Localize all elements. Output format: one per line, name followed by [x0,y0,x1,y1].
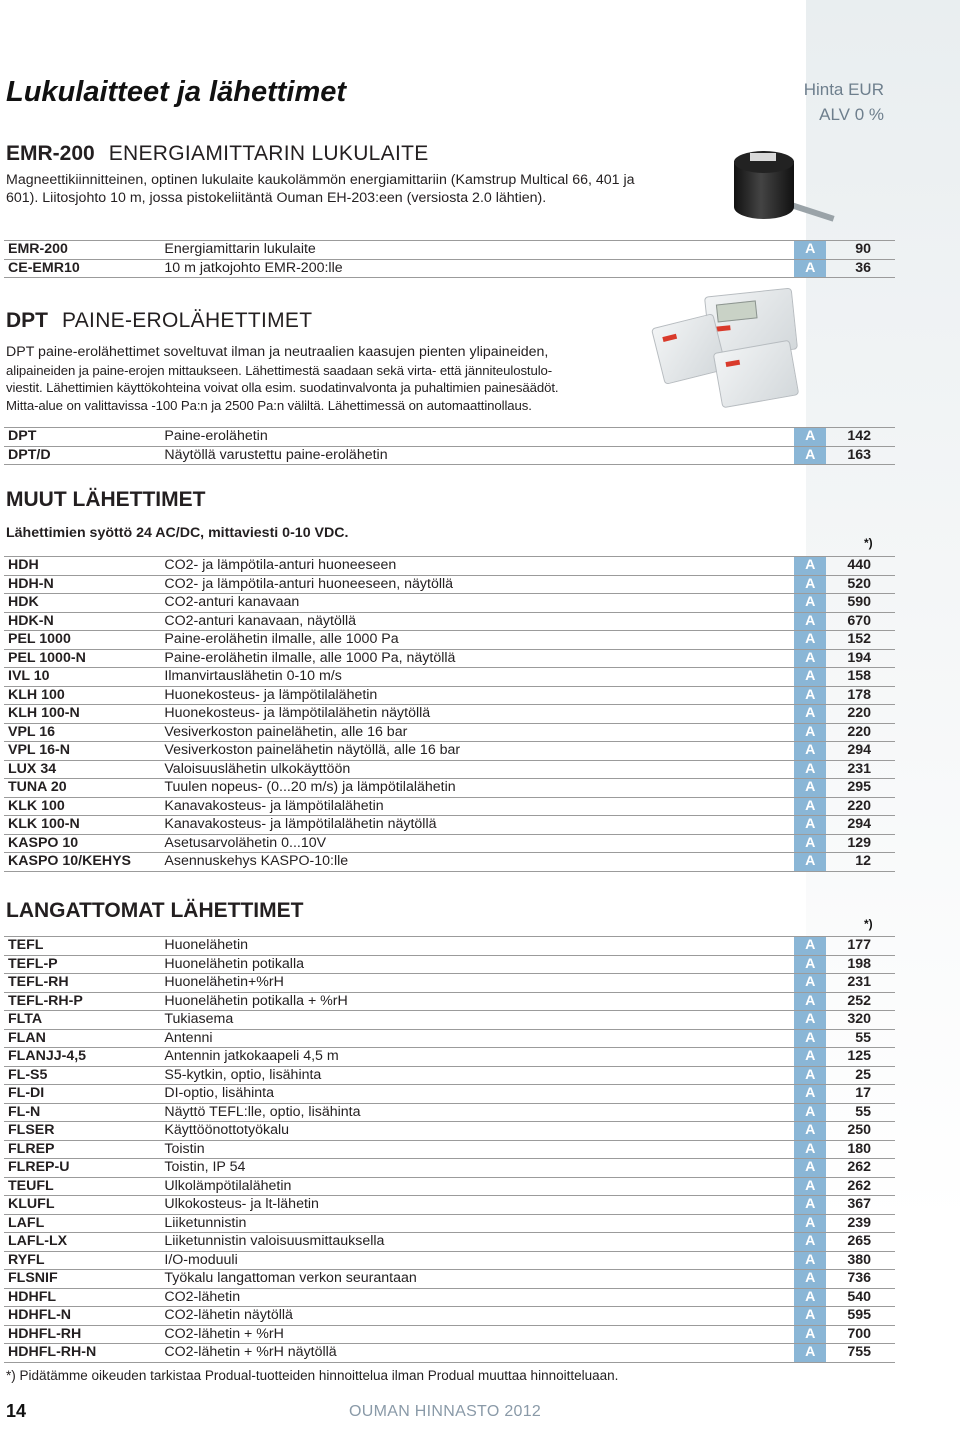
table-row [4,1177,895,1196]
price-class-badge: A [794,1233,826,1252]
price-class-badge: A [794,557,826,576]
langattomat-heading: LANGATTOMAT LÄHETTIMET [6,899,304,922]
brand-footer: OUMAN HINNASTO 2012 [349,1403,542,1420]
product-code: TEFL-RH-P [4,992,160,1011]
product-price: 294 [826,742,895,761]
product-description: Tuulen nopeus- (0...20 m/s) ja lämpötilalähetin [160,779,794,798]
product-price: 152 [826,631,895,650]
vat-label: ALV 0 % [819,105,884,124]
product-price: 178 [826,686,895,705]
table-row [4,723,895,742]
price-class-badge: A [794,816,826,835]
price-class-badge: A [794,1011,826,1030]
price-class-badge: A [794,1251,826,1270]
table-row [4,668,895,687]
product-price: 250 [826,1122,895,1141]
product-code: TEUFL [4,1177,160,1196]
product-price: 180 [826,1140,895,1159]
table-row [4,1048,895,1067]
table-row [4,974,895,993]
product-code: KLUFL [4,1196,160,1215]
table-row [4,955,895,974]
product-price: 158 [826,668,895,687]
price-class-badge: A [794,1344,826,1363]
table-row [4,760,895,779]
product-price: 142 [826,428,895,447]
product-price: 220 [826,797,895,816]
product-price: 25 [826,1066,895,1085]
langattomat-footnote-marker: *) [864,917,873,931]
product-description: Toistin [160,1140,794,1159]
product-code: HDH-N [4,575,160,594]
product-code: TUNA 20 [4,779,160,798]
price-class-badge: A [794,1288,826,1307]
product-description: Liiketunnistin [160,1214,794,1233]
product-price: 294 [826,816,895,835]
product-code: LAFL-LX [4,1233,160,1252]
product-code: HDHFL-N [4,1307,160,1326]
dpt-price-table [4,427,895,465]
langattomat-price-table [4,936,895,1363]
product-code: DPT [4,428,160,447]
product-code: DPT/D [4,446,160,465]
product-description: Huonelähetin potikalla + %rH [160,992,794,1011]
emr-heading-name: ENERGIAMITTARIN LUKULAITE [108,142,429,165]
price-class-badge: A [794,1325,826,1344]
product-code: FLTA [4,1011,160,1030]
product-price: 17 [826,1085,895,1104]
table-row [4,594,895,613]
price-class-badge: A [794,259,826,278]
price-class-badge: A [794,446,826,465]
price-class-badge: A [794,1270,826,1289]
product-price: 90 [826,241,895,260]
price-class-badge: A [794,853,826,872]
product-description: Huonekosteus- ja lämpötilalähetin näytöllä [160,705,794,724]
product-description: Ilmanvirtauslähetin 0-10 m/s [160,668,794,687]
price-class-badge: A [794,1214,826,1233]
product-price: 220 [826,705,895,724]
table-row [4,1196,895,1215]
dpt-heading-code: DPT [6,309,48,332]
table-row [4,705,895,724]
page-number: 14 [6,1401,27,1421]
table-row [4,1288,895,1307]
product-code: HDK-N [4,612,160,631]
price-class-badge: A [794,1029,826,1048]
price-class-badge: A [794,631,826,650]
product-price: 194 [826,649,895,668]
emr-heading [6,142,429,166]
product-price: 231 [826,760,895,779]
product-description: Asetusarvolähetin 0...10V [160,834,794,853]
product-code: LUX 34 [4,760,160,779]
price-class-badge: A [794,834,826,853]
product-code: FL-S5 [4,1066,160,1085]
product-description: Antenni [160,1029,794,1048]
emr-desc-line: 601). Liitosjohto 10 m, jossa pistokeliitäntä Ouman EH-203:een (versiosta 2.0 lähtien). [6,189,547,206]
table-row [4,241,895,260]
product-code: FLREP-U [4,1159,160,1178]
page-title: Lukulaitteet ja lähettimet [6,76,347,108]
product-description: Energiamittarin lukulaite [160,241,794,260]
product-code: FL-DI [4,1085,160,1104]
table-row [4,1122,895,1141]
price-class-badge: A [794,1307,826,1326]
price-class-badge: A [794,742,826,761]
product-price: 252 [826,992,895,1011]
product-price: 670 [826,612,895,631]
table-row [4,1233,895,1252]
table-row [4,1011,895,1030]
product-price: 239 [826,1214,895,1233]
dpt-heading [6,309,312,333]
product-price: 163 [826,446,895,465]
product-description: CO2-anturi kanavaan [160,594,794,613]
product-description: Huonekosteus- ja lämpötilalähetin [160,686,794,705]
product-price: 36 [826,259,895,278]
product-description: Liiketunnistin valoisuusmittauksella [160,1233,794,1252]
product-price: 520 [826,575,895,594]
product-description: Käyttöönottotyökalu [160,1122,794,1141]
price-class-badge: A [794,992,826,1011]
price-class-badge: A [794,1048,826,1067]
table-row [4,1344,895,1363]
table-row [4,1270,895,1289]
price-class-badge: A [794,686,826,705]
product-price: 367 [826,1196,895,1215]
product-code: FLAN [4,1029,160,1048]
product-description: Antennin jatkokaapeli 4,5 m [160,1048,794,1067]
table-row [4,428,895,447]
product-code: VPL 16-N [4,742,160,761]
table-row [4,557,895,576]
table-row [4,575,895,594]
product-description: Paine-erolähetin ilmalle, alle 1000 Pa [160,631,794,650]
dpt-product-image [657,292,797,407]
product-code: TEFL [4,937,160,956]
dpt-desc-line: viestit. Lähettimien käyttökohteina voivat olla esim. suodatinvalvonta ja puhaltimien painesäädöt. [6,380,559,395]
footnote: *) Pidätämme oikeuden tarkistaa Produal-tuotteiden hinnoittelua ilman Produal muuttaa hinnoitteluaan. [6,1368,619,1383]
product-price: 595 [826,1307,895,1326]
dpt-description-cont [6,362,666,415]
price-class-badge: A [794,797,826,816]
product-description: Näyttö TEFL:lle, optio, lisähinta [160,1103,794,1122]
product-description: Asennuskehys KASPO-10:lle [160,853,794,872]
dpt-desc-line: DPT paine-erolähettimet soveltuvat ilman ja neutraalien kaasujen pienten ylipaineiden, [6,344,549,360]
product-description: Paine-erolähetin ilmalle, alle 1000 Pa, näytöllä [160,649,794,668]
emr-desc-line: Magneettikiinnitteinen, optinen lukulaite kaukolämmön energiamittariin (Kamstrup Multical 66, 401 ja [6,172,635,188]
price-class-badge: A [794,1066,826,1085]
product-description: DI-optio, lisähinta [160,1085,794,1104]
product-description: Kanavakosteus- ja lämpötilalähetin [160,797,794,816]
table-row [4,686,895,705]
product-code: KASPO 10 [4,834,160,853]
product-description: CO2- ja lämpötila-anturi huoneeseen [160,557,794,576]
price-class-badge: A [794,760,826,779]
product-description: Tukiasema [160,1011,794,1030]
product-description: Paine-erolähetin [160,428,794,447]
table-row [4,816,895,835]
product-code: HDHFL-RH [4,1325,160,1344]
product-price: 220 [826,723,895,742]
table-row [4,853,895,872]
price-class-badge: A [794,937,826,956]
price-class-badge: A [794,649,826,668]
price-class-badge: A [794,428,826,447]
table-row [4,1159,895,1178]
price-class-badge: A [794,1140,826,1159]
product-description: Toistin, IP 54 [160,1159,794,1178]
product-description: Ulkolämpötilalähetin [160,1177,794,1196]
product-code: RYFL [4,1251,160,1270]
table-row [4,937,895,956]
product-description: CO2- ja lämpötila-anturi huoneeseen, näytöllä [160,575,794,594]
table-row [4,1103,895,1122]
emr-price-table [4,240,895,278]
product-description: Huonelähetin [160,937,794,956]
table-row [4,631,895,650]
product-description: CO2-anturi kanavaan, näytöllä [160,612,794,631]
product-price: 265 [826,1233,895,1252]
product-code: FLANJJ-4,5 [4,1048,160,1067]
muut-subtitle: Lähettimien syöttö 24 AC/DC, mittaviesti 0-10 VDC. [6,525,349,541]
product-code: PEL 1000 [4,631,160,650]
product-description: Valoisuuslähetin ulkokäyttöön [160,760,794,779]
price-class-badge: A [794,1122,826,1141]
table-row [4,1251,895,1270]
product-price: 295 [826,779,895,798]
product-code: LAFL [4,1214,160,1233]
table-row [4,1029,895,1048]
product-price: 262 [826,1177,895,1196]
product-price: 320 [826,1011,895,1030]
emr-description [6,172,706,207]
product-description: CO2-lähetin [160,1288,794,1307]
product-code: FLSER [4,1122,160,1141]
table-row [4,1066,895,1085]
emr-product-image [728,143,800,229]
table-row [4,649,895,668]
product-code: HDHFL-RH-N [4,1344,160,1363]
product-price: 129 [826,834,895,853]
product-code: VPL 16 [4,723,160,742]
product-code: EMR-200 [4,241,160,260]
table-row [4,1214,895,1233]
product-description: Kanavakosteus- ja lämpötilalähetin näytöllä [160,816,794,835]
price-class-badge: A [794,723,826,742]
product-description: Huonelähetin potikalla [160,955,794,974]
muut-footnote-marker: *) [864,536,873,550]
price-class-badge: A [794,668,826,687]
price-class-badge: A [794,594,826,613]
product-price: 198 [826,955,895,974]
product-code: CE-EMR10 [4,259,160,278]
dpt-desc-line: alipaineiden ja paine-erojen mittaukseen. Lähettimestä saadaan sekä virta- että jänniteulostulo- [6,362,553,378]
product-price: 55 [826,1103,895,1122]
table-row [4,834,895,853]
table-row [4,742,895,761]
price-class-badge: A [794,779,826,798]
dpt-description [6,344,646,362]
muut-price-table [4,556,895,872]
product-price: 55 [826,1029,895,1048]
product-code: FL-N [4,1103,160,1122]
price-class-badge: A [794,1177,826,1196]
price-class-badge: A [794,705,826,724]
product-code: FLREP [4,1140,160,1159]
price-class-badge: A [794,1196,826,1215]
price-class-badge: A [794,955,826,974]
table-row [4,1140,895,1159]
price-class-badge: A [794,1085,826,1104]
product-description: CO2-lähetin + %rH näytöllä [160,1344,794,1363]
product-description: Työkalu langattoman verkon seurantaan [160,1270,794,1289]
price-class-badge: A [794,1103,826,1122]
muut-heading: MUUT LÄHETTIMET [6,488,206,511]
table-row [4,779,895,798]
table-row [4,446,895,465]
product-price: 700 [826,1325,895,1344]
product-price: 231 [826,974,895,993]
product-price: 380 [826,1251,895,1270]
product-description: CO2-lähetin + %rH [160,1325,794,1344]
table-row [4,259,895,278]
product-price: 540 [826,1288,895,1307]
product-code: PEL 1000-N [4,649,160,668]
product-price: 177 [826,937,895,956]
table-row [4,1307,895,1326]
product-code: HDK [4,594,160,613]
product-code: HDH [4,557,160,576]
product-price: 125 [826,1048,895,1067]
table-row [4,797,895,816]
product-code: FLSNIF [4,1270,160,1289]
price-class-badge: A [794,1159,826,1178]
product-description: Vesiverkoston painelähetin näytöllä, alle 16 bar [160,742,794,761]
price-class-badge: A [794,974,826,993]
product-code: KLH 100-N [4,705,160,724]
product-code: KLH 100 [4,686,160,705]
product-price: 262 [826,1159,895,1178]
price-class-badge: A [794,575,826,594]
product-code: IVL 10 [4,668,160,687]
table-row [4,1325,895,1344]
price-class-badge: A [794,241,826,260]
product-price: 590 [826,594,895,613]
product-price: 755 [826,1344,895,1363]
product-description: Ulkokosteus- ja lt-lähetin [160,1196,794,1215]
product-description: S5-kytkin, optio, lisähinta [160,1066,794,1085]
product-code: KASPO 10/KEHYS [4,853,160,872]
product-price: 440 [826,557,895,576]
product-description: 10 m jatkojohto EMR-200:lle [160,259,794,278]
product-description: Vesiverkoston painelähetin, alle 16 bar [160,723,794,742]
price-class-badge: A [794,612,826,631]
price-column-label: Hinta EUR [803,80,884,99]
table-row [4,992,895,1011]
product-description: Huonelähetin+%rH [160,974,794,993]
product-description: I/O-moduuli [160,1251,794,1270]
product-code: TEFL-RH [4,974,160,993]
product-description: Näytöllä varustettu paine-erolähetin [160,446,794,465]
emr-heading-code: EMR-200 [6,142,95,165]
product-code: KLK 100 [4,797,160,816]
dpt-desc-line: Mitta-alue on valittavissa -100 Pa:n ja 2500 Pa:n väliltä. Lähettimessä on automaattinollaus. [6,397,532,413]
product-price: 12 [826,853,895,872]
product-code: HDHFL [4,1288,160,1307]
product-description: CO2-lähetin näytöllä [160,1307,794,1326]
product-code: KLK 100-N [4,816,160,835]
dpt-heading-name: PAINE-EROLÄHETTIMET [62,309,313,332]
product-code: TEFL-P [4,955,160,974]
table-row [4,612,895,631]
table-row [4,1085,895,1104]
product-price: 736 [826,1270,895,1289]
